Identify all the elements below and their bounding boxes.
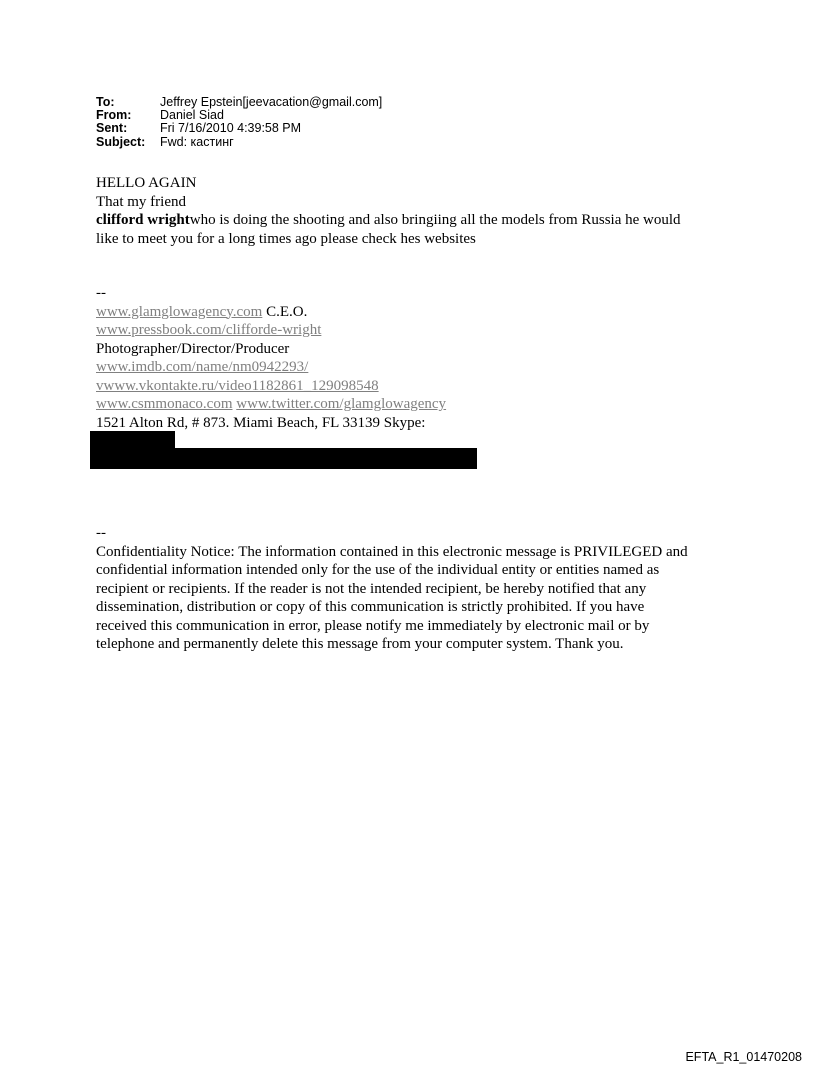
body-line-4: like to meet you for a long times ago please check hes websites xyxy=(96,230,476,247)
to-value: Jeffrey Epstein[jeevacation@gmail.com] xyxy=(160,95,383,109)
email-header xyxy=(96,96,382,149)
signature-role: Photographer/Director/Producer xyxy=(96,340,290,357)
document-id: EFTA_R1_01470208 xyxy=(685,1050,802,1064)
notice-line-3: recipient or recipients. If the reader is not the intended recipient, be hereby notified that any xyxy=(96,580,647,597)
notice-separator: -- xyxy=(96,525,106,541)
from-value: Daniel Siad xyxy=(160,108,224,123)
ceo-title: C.E.O. xyxy=(262,303,308,320)
subject-row xyxy=(96,136,382,149)
signature-separator: -- xyxy=(96,285,106,301)
to-row xyxy=(96,96,382,109)
body-line-1: HELLO AGAIN xyxy=(96,175,197,191)
body-line-3 xyxy=(96,211,681,230)
notice-line-5: received this communication in error, please notify me immediately by electronic mail or by xyxy=(96,617,650,634)
signature-block xyxy=(96,284,446,432)
signature-line-6 xyxy=(96,395,446,414)
subject-label: Subject: xyxy=(96,134,146,149)
signature-line-4 xyxy=(96,358,446,377)
signature-line-1 xyxy=(96,303,446,322)
notice-line-2: confidential information intended only for the use of the individual entity or entities named as xyxy=(96,562,660,578)
signature-address: 1521 Alton Rd, # 873. Miami Beach, FL 33139 Skype: xyxy=(96,414,426,431)
pressbook-link[interactable]: www.pressbook.com/clifforde-wright xyxy=(96,322,322,338)
redaction-block xyxy=(90,448,477,469)
notice-line-6: telephone and permanently delete this message from your computer system. Thank you. xyxy=(96,636,624,652)
sent-label: Sent: xyxy=(96,121,128,136)
signature-line-5 xyxy=(96,377,446,396)
sent-value: Fri 7/16/2010 4:39:58 PM xyxy=(160,121,302,136)
notice-line-1: Confidentiality Notice: The information contained in this electronic message is PRIVILEGED and xyxy=(96,543,688,560)
sent-row xyxy=(96,122,382,135)
vkontakte-link[interactable]: vwww.vkontakte.ru/video1182861_129098548 xyxy=(96,377,379,394)
confidentiality-notice xyxy=(96,524,688,654)
twitter-link[interactable]: www.twitter.com/glamglowagency xyxy=(236,396,447,412)
imdb-link[interactable]: www.imdb.com/name/nm0942293/ xyxy=(96,359,309,375)
csmmonaco-link[interactable]: www.csmmonaco.com xyxy=(96,396,233,412)
message-body xyxy=(96,174,681,248)
to-label: To: xyxy=(96,95,115,109)
body-line-3-rest: who is doing the shooting and also bringiing all the models from Russia he would xyxy=(189,212,681,228)
from-label: From: xyxy=(96,108,132,123)
signature-line-2 xyxy=(96,321,446,340)
subject-value: Fwd: кастинг xyxy=(160,134,234,149)
notice-line-4: dissemination, distribution or copy of this communication is strictly prohibited. If you have xyxy=(96,599,645,615)
glamglow-link[interactable]: www.glamglowagency.com xyxy=(96,303,263,320)
friend-name: clifford wright xyxy=(96,212,190,228)
body-line-2: That my friend xyxy=(96,193,186,210)
